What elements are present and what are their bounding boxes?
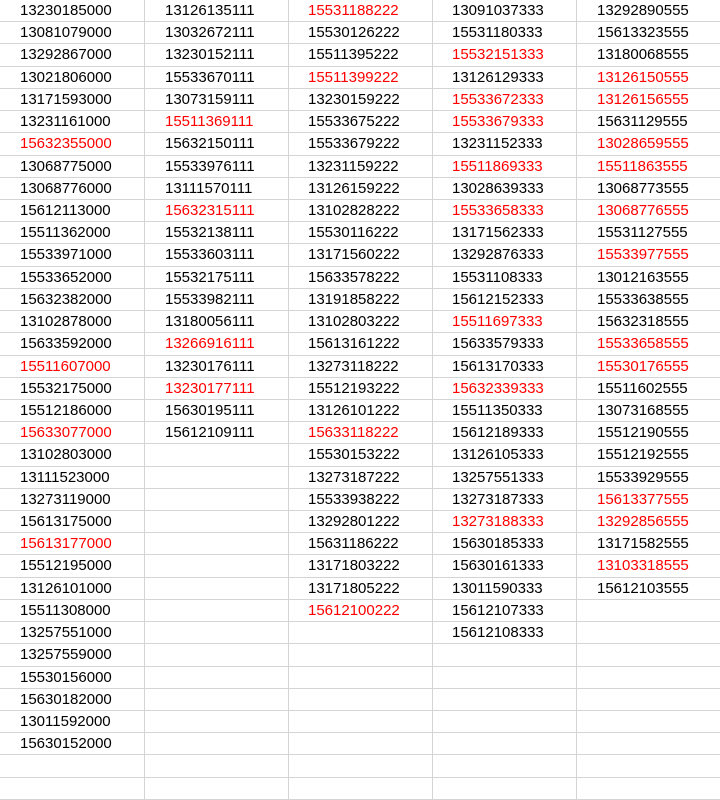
phone-number-cell[interactable]: 15632382000 xyxy=(0,289,144,311)
empty-cell[interactable] xyxy=(289,622,432,644)
phone-number-cell[interactable]: 15531180333 xyxy=(433,22,576,44)
phone-number-cell[interactable]: 13028659555 xyxy=(577,133,720,155)
phone-number-cell[interactable]: 15511399222 xyxy=(289,67,432,89)
phone-number-cell[interactable]: 13230177111 xyxy=(145,378,288,400)
column-5 xyxy=(577,0,720,800)
column-1 xyxy=(0,0,145,800)
phone-number-cell[interactable]: 13273188333 xyxy=(433,511,576,533)
phone-number-cell[interactable]: 15612100222 xyxy=(289,600,432,622)
phone-number-cell[interactable]: 15633579333 xyxy=(433,333,576,355)
phone-number-cell[interactable]: 15512192555 xyxy=(577,444,720,466)
phone-number-cell[interactable]: 15533670111 xyxy=(145,67,288,89)
phone-number-cell[interactable]: 15532138111 xyxy=(145,222,288,244)
phone-number-cell[interactable]: 13126101000 xyxy=(0,578,144,600)
phone-number-cell[interactable]: 13068773555 xyxy=(577,178,720,200)
phone-number-cell[interactable]: 15630185333 xyxy=(433,533,576,555)
phone-number-cell[interactable]: 13021806000 xyxy=(0,67,144,89)
empty-cell[interactable] xyxy=(145,733,288,755)
phone-number-cell[interactable]: 15612152333 xyxy=(433,289,576,311)
phone-number-cell[interactable]: 13257551333 xyxy=(433,467,576,489)
empty-cell[interactable] xyxy=(289,711,432,733)
phone-number-cell[interactable]: 13171803222 xyxy=(289,555,432,577)
empty-cell[interactable] xyxy=(289,733,432,755)
empty-cell[interactable] xyxy=(145,755,288,777)
phone-number-cell[interactable]: 13171560222 xyxy=(289,244,432,266)
phone-number-cell[interactable]: 15511863555 xyxy=(577,156,720,178)
phone-number-cell[interactable]: 15511350333 xyxy=(433,400,576,422)
phone-number-cell[interactable]: 15630152000 xyxy=(0,733,144,755)
phone-number-cell[interactable]: 15533672333 xyxy=(433,89,576,111)
phone-number-cell[interactable]: 13191858222 xyxy=(289,289,432,311)
phone-number-cell[interactable]: 13068776000 xyxy=(0,178,144,200)
empty-cell[interactable] xyxy=(145,578,288,600)
phone-number-cell[interactable]: 13073159111 xyxy=(145,89,288,111)
phone-number-cell[interactable]: 13102878000 xyxy=(0,311,144,333)
phone-number-cell[interactable]: 13081079000 xyxy=(0,22,144,44)
phone-number-cell[interactable]: 15533971000 xyxy=(0,244,144,266)
phone-number-cell[interactable]: 15533929555 xyxy=(577,467,720,489)
phone-number-cell[interactable]: 13292876333 xyxy=(433,244,576,266)
phone-number-cell[interactable]: 15633578222 xyxy=(289,267,432,289)
phone-number-cell[interactable]: 13103318555 xyxy=(577,555,720,577)
phone-number-cell[interactable]: 15612108333 xyxy=(433,622,576,644)
phone-number-cell[interactable]: 15533982111 xyxy=(145,289,288,311)
phone-number-cell[interactable]: 13126135111 xyxy=(145,0,288,22)
phone-number-cell[interactable]: 13230159222 xyxy=(289,89,432,111)
phone-number-cell[interactable]: 13292890555 xyxy=(577,0,720,22)
empty-cell[interactable] xyxy=(289,689,432,711)
phone-number-cell[interactable]: 13011590333 xyxy=(433,578,576,600)
phone-number-cell[interactable]: 13111523000 xyxy=(0,467,144,489)
phone-number-cell[interactable]: 13073168555 xyxy=(577,400,720,422)
phone-number-cell[interactable]: 15630161333 xyxy=(433,555,576,577)
phone-number-cell[interactable]: 13231159222 xyxy=(289,156,432,178)
phone-number-cell[interactable]: 15512195000 xyxy=(0,555,144,577)
phone-number-cell[interactable]: 15533658333 xyxy=(433,200,576,222)
phone-number-cell[interactable]: 13180056111 xyxy=(145,311,288,333)
phone-number-cell[interactable]: 15613377555 xyxy=(577,489,720,511)
empty-cell[interactable] xyxy=(577,778,720,800)
phone-number-cell[interactable]: 15633118222 xyxy=(289,422,432,444)
phone-number-cell[interactable]: 15533679333 xyxy=(433,111,576,133)
phone-number-cell[interactable]: 13102803222 xyxy=(289,311,432,333)
phone-number-cell[interactable]: 13126129333 xyxy=(433,67,576,89)
phone-number-cell[interactable]: 13230152111 xyxy=(145,44,288,66)
empty-cell[interactable] xyxy=(433,644,576,666)
empty-cell[interactable] xyxy=(433,778,576,800)
phone-number-cell[interactable]: 15633077000 xyxy=(0,422,144,444)
phone-number-cell[interactable]: 13171805222 xyxy=(289,578,432,600)
phone-number-cell[interactable]: 15512190555 xyxy=(577,422,720,444)
empty-cell[interactable] xyxy=(145,667,288,689)
phone-number-cell[interactable]: 13231152333 xyxy=(433,133,576,155)
phone-number-cell[interactable]: 15632315111 xyxy=(145,200,288,222)
empty-cell[interactable] xyxy=(577,600,720,622)
phone-number-cell[interactable]: 15530116222 xyxy=(289,222,432,244)
phone-number-cell[interactable]: 15530156000 xyxy=(0,667,144,689)
phone-number-cell[interactable]: 15512193222 xyxy=(289,378,432,400)
empty-cell[interactable] xyxy=(145,555,288,577)
phone-number-cell[interactable]: 15530153222 xyxy=(289,444,432,466)
phone-number-cell[interactable]: 15533603111 xyxy=(145,244,288,266)
phone-number-cell[interactable]: 13126159222 xyxy=(289,178,432,200)
phone-number-cell[interactable]: 13102803000 xyxy=(0,444,144,466)
phone-number-cell[interactable]: 13126150555 xyxy=(577,67,720,89)
phone-number-cell[interactable]: 15530126222 xyxy=(289,22,432,44)
empty-cell[interactable] xyxy=(145,778,288,800)
phone-number-cell[interactable]: 15531188222 xyxy=(289,0,432,22)
empty-cell[interactable] xyxy=(577,622,720,644)
phone-number-cell[interactable]: 13102828222 xyxy=(289,200,432,222)
phone-number-cell[interactable]: 13171593000 xyxy=(0,89,144,111)
phone-number-cell[interactable]: 15613175000 xyxy=(0,511,144,533)
phone-number-cell[interactable]: 15630182000 xyxy=(0,689,144,711)
empty-cell[interactable] xyxy=(433,667,576,689)
phone-number-cell[interactable]: 15613323555 xyxy=(577,22,720,44)
empty-cell[interactable] xyxy=(433,689,576,711)
phone-number-cell[interactable]: 13126156555 xyxy=(577,89,720,111)
empty-cell[interactable] xyxy=(145,511,288,533)
empty-cell[interactable] xyxy=(145,711,288,733)
phone-number-cell[interactable]: 15632355000 xyxy=(0,133,144,155)
phone-number-cell[interactable]: 15511697333 xyxy=(433,311,576,333)
phone-number-cell[interactable]: 13171582555 xyxy=(577,533,720,555)
phone-number-cell[interactable]: 15530176555 xyxy=(577,356,720,378)
phone-number-cell[interactable]: 13273187333 xyxy=(433,489,576,511)
phone-number-cell[interactable]: 15612103555 xyxy=(577,578,720,600)
phone-number-cell[interactable]: 15532175000 xyxy=(0,378,144,400)
phone-number-cell[interactable]: 13273119000 xyxy=(0,489,144,511)
phone-number-cell[interactable]: 15630195111 xyxy=(145,400,288,422)
phone-number-cell[interactable]: 15613170333 xyxy=(433,356,576,378)
phone-number-cell[interactable]: 13292856555 xyxy=(577,511,720,533)
empty-cell[interactable] xyxy=(289,778,432,800)
phone-number-cell[interactable]: 13068776555 xyxy=(577,200,720,222)
phone-number-cell[interactable]: 13126101222 xyxy=(289,400,432,422)
empty-cell[interactable] xyxy=(0,755,144,777)
empty-cell[interactable] xyxy=(145,622,288,644)
phone-number-cell[interactable]: 13231161000 xyxy=(0,111,144,133)
phone-number-cell[interactable]: 15511395222 xyxy=(289,44,432,66)
empty-cell[interactable] xyxy=(577,755,720,777)
phone-number-cell[interactable]: 15532175111 xyxy=(145,267,288,289)
phone-number-cell[interactable]: 15532151333 xyxy=(433,44,576,66)
phone-number-cell[interactable]: 15612189333 xyxy=(433,422,576,444)
phone-number-cell[interactable]: 15533977555 xyxy=(577,244,720,266)
column-4 xyxy=(433,0,577,800)
phone-number-cell[interactable]: 13012163555 xyxy=(577,267,720,289)
phone-number-cell[interactable]: 15533679222 xyxy=(289,133,432,155)
phone-number-cell[interactable]: 15633592000 xyxy=(0,333,144,355)
phone-number-cell[interactable]: 13292801222 xyxy=(289,511,432,533)
phone-number-cell[interactable]: 15511602555 xyxy=(577,378,720,400)
empty-cell[interactable] xyxy=(577,733,720,755)
empty-cell[interactable] xyxy=(433,755,576,777)
empty-cell[interactable] xyxy=(145,489,288,511)
phone-number-cell[interactable]: 15632339333 xyxy=(433,378,576,400)
empty-cell[interactable] xyxy=(289,755,432,777)
phone-number-cell[interactable]: 13011592000 xyxy=(0,711,144,733)
phone-number-cell[interactable]: 15533938222 xyxy=(289,489,432,511)
empty-cell[interactable] xyxy=(433,711,576,733)
column-2 xyxy=(145,0,289,800)
phone-number-cell[interactable]: 13171562333 xyxy=(433,222,576,244)
phone-number-cell[interactable]: 13266916111 xyxy=(145,333,288,355)
phone-number-cell[interactable]: 13126105333 xyxy=(433,444,576,466)
phone-number-cell[interactable]: 15511607000 xyxy=(0,356,144,378)
phone-number-cell[interactable]: 15612107333 xyxy=(433,600,576,622)
column-3 xyxy=(289,0,433,800)
phone-number-cell[interactable]: 15512186000 xyxy=(0,400,144,422)
phone-number-cell[interactable]: 15631186222 xyxy=(289,533,432,555)
phone-number-cell[interactable]: 15613177000 xyxy=(0,533,144,555)
phone-number-cell[interactable]: 15533658555 xyxy=(577,333,720,355)
empty-cell[interactable] xyxy=(0,778,144,800)
phone-number-cell[interactable]: 13032672111 xyxy=(145,22,288,44)
phone-number-cell[interactable]: 15631129555 xyxy=(577,111,720,133)
phone-number-cell[interactable]: 13091037333 xyxy=(433,0,576,22)
phone-number-cell[interactable]: 15632150111 xyxy=(145,133,288,155)
phone-number-cell[interactable]: 15612109111 xyxy=(145,422,288,444)
empty-cell[interactable] xyxy=(577,644,720,666)
phone-number-cell[interactable]: 13273187222 xyxy=(289,467,432,489)
phone-number-cell[interactable]: 15533652000 xyxy=(0,267,144,289)
phone-number-cell[interactable]: 15531108333 xyxy=(433,267,576,289)
phone-number-cell[interactable]: 15531127555 xyxy=(577,222,720,244)
phone-number-cell[interactable]: 15533638555 xyxy=(577,289,720,311)
phone-number-cell[interactable]: 15511308000 xyxy=(0,600,144,622)
phone-number-cell[interactable]: 15511362000 xyxy=(0,222,144,244)
phone-number-cell[interactable]: 15533976111 xyxy=(145,156,288,178)
phone-number-cell[interactable]: 15613161222 xyxy=(289,333,432,355)
phone-number-cell[interactable]: 13273118222 xyxy=(289,356,432,378)
empty-cell[interactable] xyxy=(145,533,288,555)
empty-cell[interactable] xyxy=(289,644,432,666)
phone-number-cell[interactable]: 13180068555 xyxy=(577,44,720,66)
phone-number-cell[interactable]: 13257551000 xyxy=(0,622,144,644)
empty-cell[interactable] xyxy=(145,444,288,466)
phone-number-cell[interactable]: 13257559000 xyxy=(0,644,144,666)
phone-number-cell[interactable]: 13292867000 xyxy=(0,44,144,66)
empty-cell[interactable] xyxy=(145,644,288,666)
phone-number-cell[interactable]: 13230176111 xyxy=(145,356,288,378)
empty-cell[interactable] xyxy=(577,689,720,711)
empty-cell[interactable] xyxy=(145,467,288,489)
phone-number-cell[interactable]: 13230185000 xyxy=(0,0,144,22)
empty-cell[interactable] xyxy=(433,733,576,755)
phone-number-cell[interactable]: 15632318555 xyxy=(577,311,720,333)
phone-number-cell[interactable]: 15612113000 xyxy=(0,200,144,222)
phone-number-cell[interactable]: 13111570111 xyxy=(145,178,288,200)
phone-number-cell[interactable]: 15533675222 xyxy=(289,111,432,133)
phone-number-cell[interactable]: 15511369111 xyxy=(145,111,288,133)
empty-cell[interactable] xyxy=(577,667,720,689)
empty-cell[interactable] xyxy=(289,667,432,689)
phone-number-cell[interactable]: 15511869333 xyxy=(433,156,576,178)
phone-number-cell[interactable]: 13068775000 xyxy=(0,156,144,178)
empty-cell[interactable] xyxy=(577,711,720,733)
phone-number-cell[interactable]: 13028639333 xyxy=(433,178,576,200)
empty-cell[interactable] xyxy=(145,689,288,711)
empty-cell[interactable] xyxy=(145,600,288,622)
